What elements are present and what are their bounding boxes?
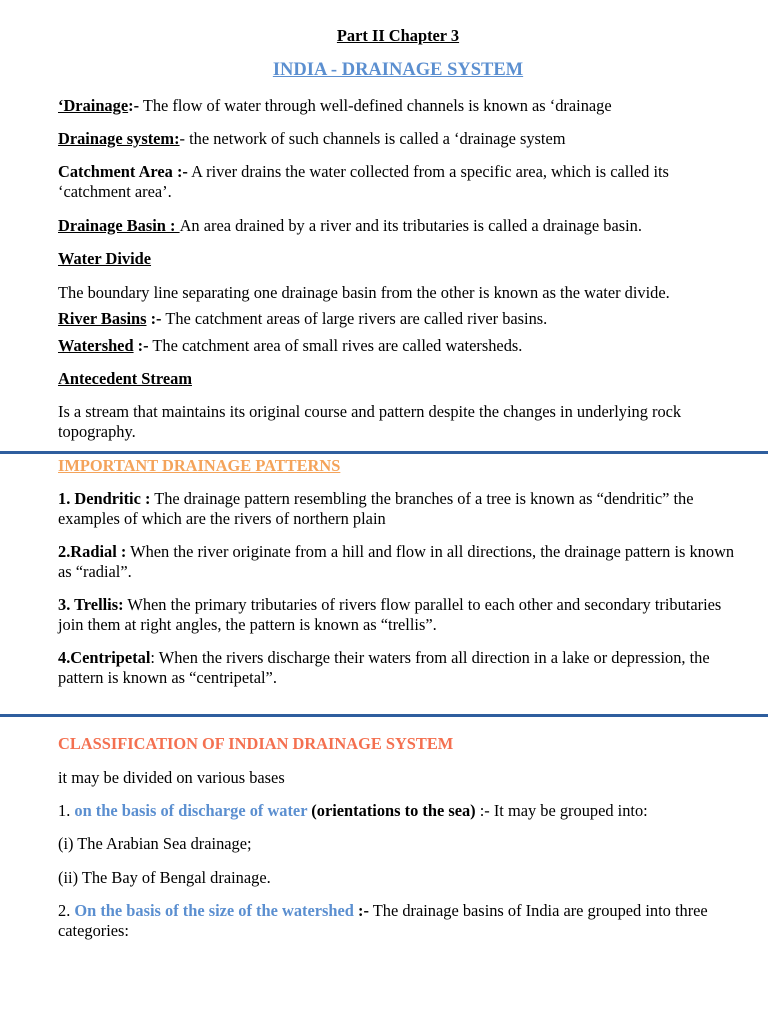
definition: - the network of such channels is called a ‘drainage system [179,129,566,148]
pattern-dendritic [58,489,738,528]
term: Drainage system: [58,129,180,148]
water-divide-text: The boundary line separating one drainage basin from the other is known as the water divide. [58,283,670,302]
heading-antecedent-stream: Antecedent Stream [58,369,192,388]
term-sep: :- [133,336,149,355]
pattern-trellis [58,595,738,634]
term: ‘Drainage [58,96,129,115]
definition: The drainage pattern resembling the branches of a tree is known as “dendritic” the examples of which are the rivers of northern plain [58,489,694,528]
term: 1. Dendritic : [58,489,151,508]
term: 4.Centripetal [58,648,151,667]
term: River Basins [58,309,147,328]
item-bay-of-bengal: (ii) The Bay of Bengal drainage. [58,868,271,887]
item-number: 2. [58,901,75,920]
term: Drainage Basin : [58,216,180,235]
definition: The catchment areas of large rivers are called river basins. [161,309,548,328]
pattern-centripetal [58,648,738,687]
term: Catchment Area :- [58,162,188,181]
definition: : When the rivers discharge their waters from all direction in a lake or depression, the pattern is known as “centripetal”. [58,648,710,687]
chapter-heading: Part II Chapter 3 [336,26,460,45]
term-sep: :- [146,309,162,328]
term-sep: :- [128,96,140,115]
definition: When the river originate from a hill and flow in all directions, the drainage pattern is known as “radial”. [58,542,735,581]
def-river-basins [58,309,547,329]
term: 2.Radial : [58,542,127,561]
item-arabian-sea: (i) The Arabian Sea drainage; [58,834,252,853]
definition: The flow of water through well-defined channels is known as ‘drainage [139,96,612,115]
def-drainage [58,96,612,116]
pattern-radial [58,542,738,581]
basis-discharge [58,801,648,821]
definition: :- It may be grouped into: [475,801,648,820]
bold-text: :- [353,901,369,920]
patterns-heading: IMPORTANT DRAINAGE PATTERNS [58,456,341,475]
section-divider [0,451,768,454]
highlight: On the basis of the size of the watershed [74,901,354,920]
definition: A river drains the water collected from a specific area, which is called its ‘catchment area’. [58,162,669,201]
heading-water-divide: Water Divide [58,249,152,268]
section-divider [0,714,768,717]
classification-intro: it may be divided on various bases [58,768,285,787]
basis-watershed-size [58,901,738,940]
highlight: on the basis of discharge of water [74,801,308,820]
page-title: INDIA - DRAINAGE SYSTEM [272,60,524,80]
antecedent-text: Is a stream that maintains its original course and pattern despite the changes in underlying rock topography. [58,402,682,441]
term: 3. Trellis: [58,595,124,614]
definition: The drainage basins of India are grouped into three categories: [58,901,708,940]
definition: The catchment area of small rives are called watersheds. [148,336,523,355]
def-drainage-system [58,129,566,149]
bold-text: (orientations to the sea) [307,801,476,820]
def-catchment-area [58,162,738,201]
def-watershed [58,336,522,356]
classification-heading: CLASSIFICATION OF INDIAN DRAINAGE SYSTEM [58,734,454,753]
term: Watershed [58,336,134,355]
definition: When the primary tributaries of rivers flow parallel to each other and secondary tributaries join them at right angles, the pattern is known as “trellis”. [58,595,722,634]
definition: An area drained by a river and its tributaries is called a drainage basin. [179,216,642,235]
item-number: 1. [58,801,75,820]
def-drainage-basin [58,216,642,236]
